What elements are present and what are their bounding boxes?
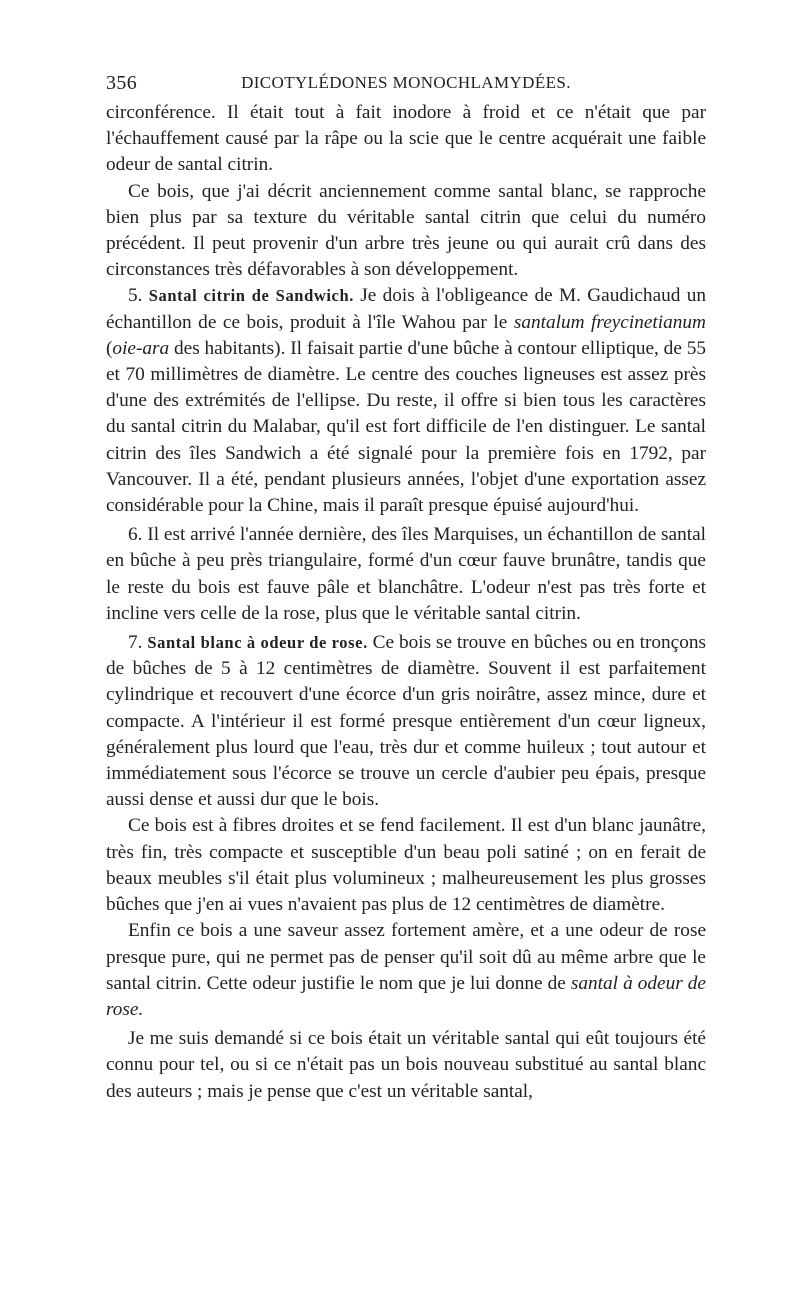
native-name: oie-ara [112,337,170,359]
paren-open: ( [106,337,113,359]
paragraph [106,918,706,1023]
paragraph-text: Je me suis demandé si ce bois était un véritable santal qui eût toujours été connu pour tel, ou si ce n'était pas un bois nouveau substitué au santal blanc des auteurs ; mais je pense que c'est un véritable santal, [106,1028,706,1102]
paragraph-text: Enfin ce bois a une saveur assez fortement amère, et a une odeur de rose presque pure, qui ne permet pas de penser qu'il soit dû au même arbre que le santal citrin. Cette odeur justifie le nom que je lui donne de [106,920,706,994]
paragraph-marquises [106,522,706,627]
item-number: 7. [128,632,143,654]
paragraph [106,179,706,284]
paragraph-santal-rose [106,630,706,813]
species-name: santalum freycinetianum [513,311,706,333]
paragraph-santal-sandwich [106,283,706,519]
paragraph-text: Ce bois est à fibres droites et se fend facilement. Il est d'un blanc jaunâtre, très fin, très compacte et susceptible d'un beau poli satiné ; on en ferait de beaux meubles s'il était plus volumineux ; malheureusement les plus grosses bûches que j'en ai vues n'avaient pas plus de 12 centimètres de diamètre. [106,815,706,916]
item-number: 5. [128,285,143,307]
running-title: DICOTYLÉDONES MONOCHLAMYDÉES. [241,73,571,92]
paragraph [106,1026,706,1105]
section-title: Santal citrin de Sandwich. [148,286,354,306]
paragraph [106,100,706,179]
paragraph-text: des habitants). Il faisait partie d'une bûche à contour elliptique, de 55 et 70 millimètres de diamètre. Le centre des couches ligneuses est assez près d'une des extrémités de l'ellipse. Du reste, il offre si bien tous les caractères du santal citrin du Malabar, qu'il est fort difficile de l'en distinguer. Le santal citrin des îles Sandwich a été signalé pour la première fois en 1792, par Vancouver. Il a été, pendant plusieurs années, l'objet d'une exportation assez considérable pour la Chine, mais il paraît presque épuisé aujourd'hui. [106,337,706,517]
paragraph-text: 6. Il est arrivé l'année dernière, des îles Marquises, un échantillon de santal en bûche à peu près triangulaire, formé d'un cœur fauve brunâtre, tandis que le reste du bois est fauve pâle et blanchâtre. L'odeur n'est pas très forte et incline vers celle de la rose, plus que le véritable santal citrin. [106,524,706,624]
paragraph-text: Ce bois se trouve en bûches ou en tronçons de bûches de 5 à 12 centimètres de diamètre. Souvent il est parfaitement cylindrique et recouvert d'une écorce d'un gris noirâtre, assez mince, dure et compacte. A l'intérieur il est formé presque entièrement d'un cœur ligneux, généralement plus lourd que l'eau, très dur et comme huileux ; tout autour et immédiatement sous l'écorce se trouve un cercle d'aubier peu épais, presque aussi dense et aussi dur que le bois. [106,632,706,811]
paragraph-text: Je dois à l'obligeance de M. Gaudichaud un échantillon de ce bois, produit à l'île Wahou par le [106,285,706,333]
italic-name: santal à odeur de rose. [106,972,706,1020]
paragraph-text: Ce bois, que j'ai décrit anciennement comme santal blanc, se rapproche bien plus par sa texture du véritable santal citrin que celui du numéro précédent. Il peut provenir d'un arbre très jeune ou qui aurait crû dans des circonstances très défavorables à son développement. [106,180,706,281]
body-text [106,100,706,1105]
page-number: 356 [106,72,138,94]
page-header [106,72,706,102]
section-title: Santal blanc à odeur de rose. [147,633,368,653]
paragraph [106,813,706,918]
paragraph-text: circonférence. Il était tout à fait inodore à froid et ce n'était que par l'échauffement causé par la râpe ou la scie que le centre acquérait une faible odeur de santal citrin. [106,102,706,176]
